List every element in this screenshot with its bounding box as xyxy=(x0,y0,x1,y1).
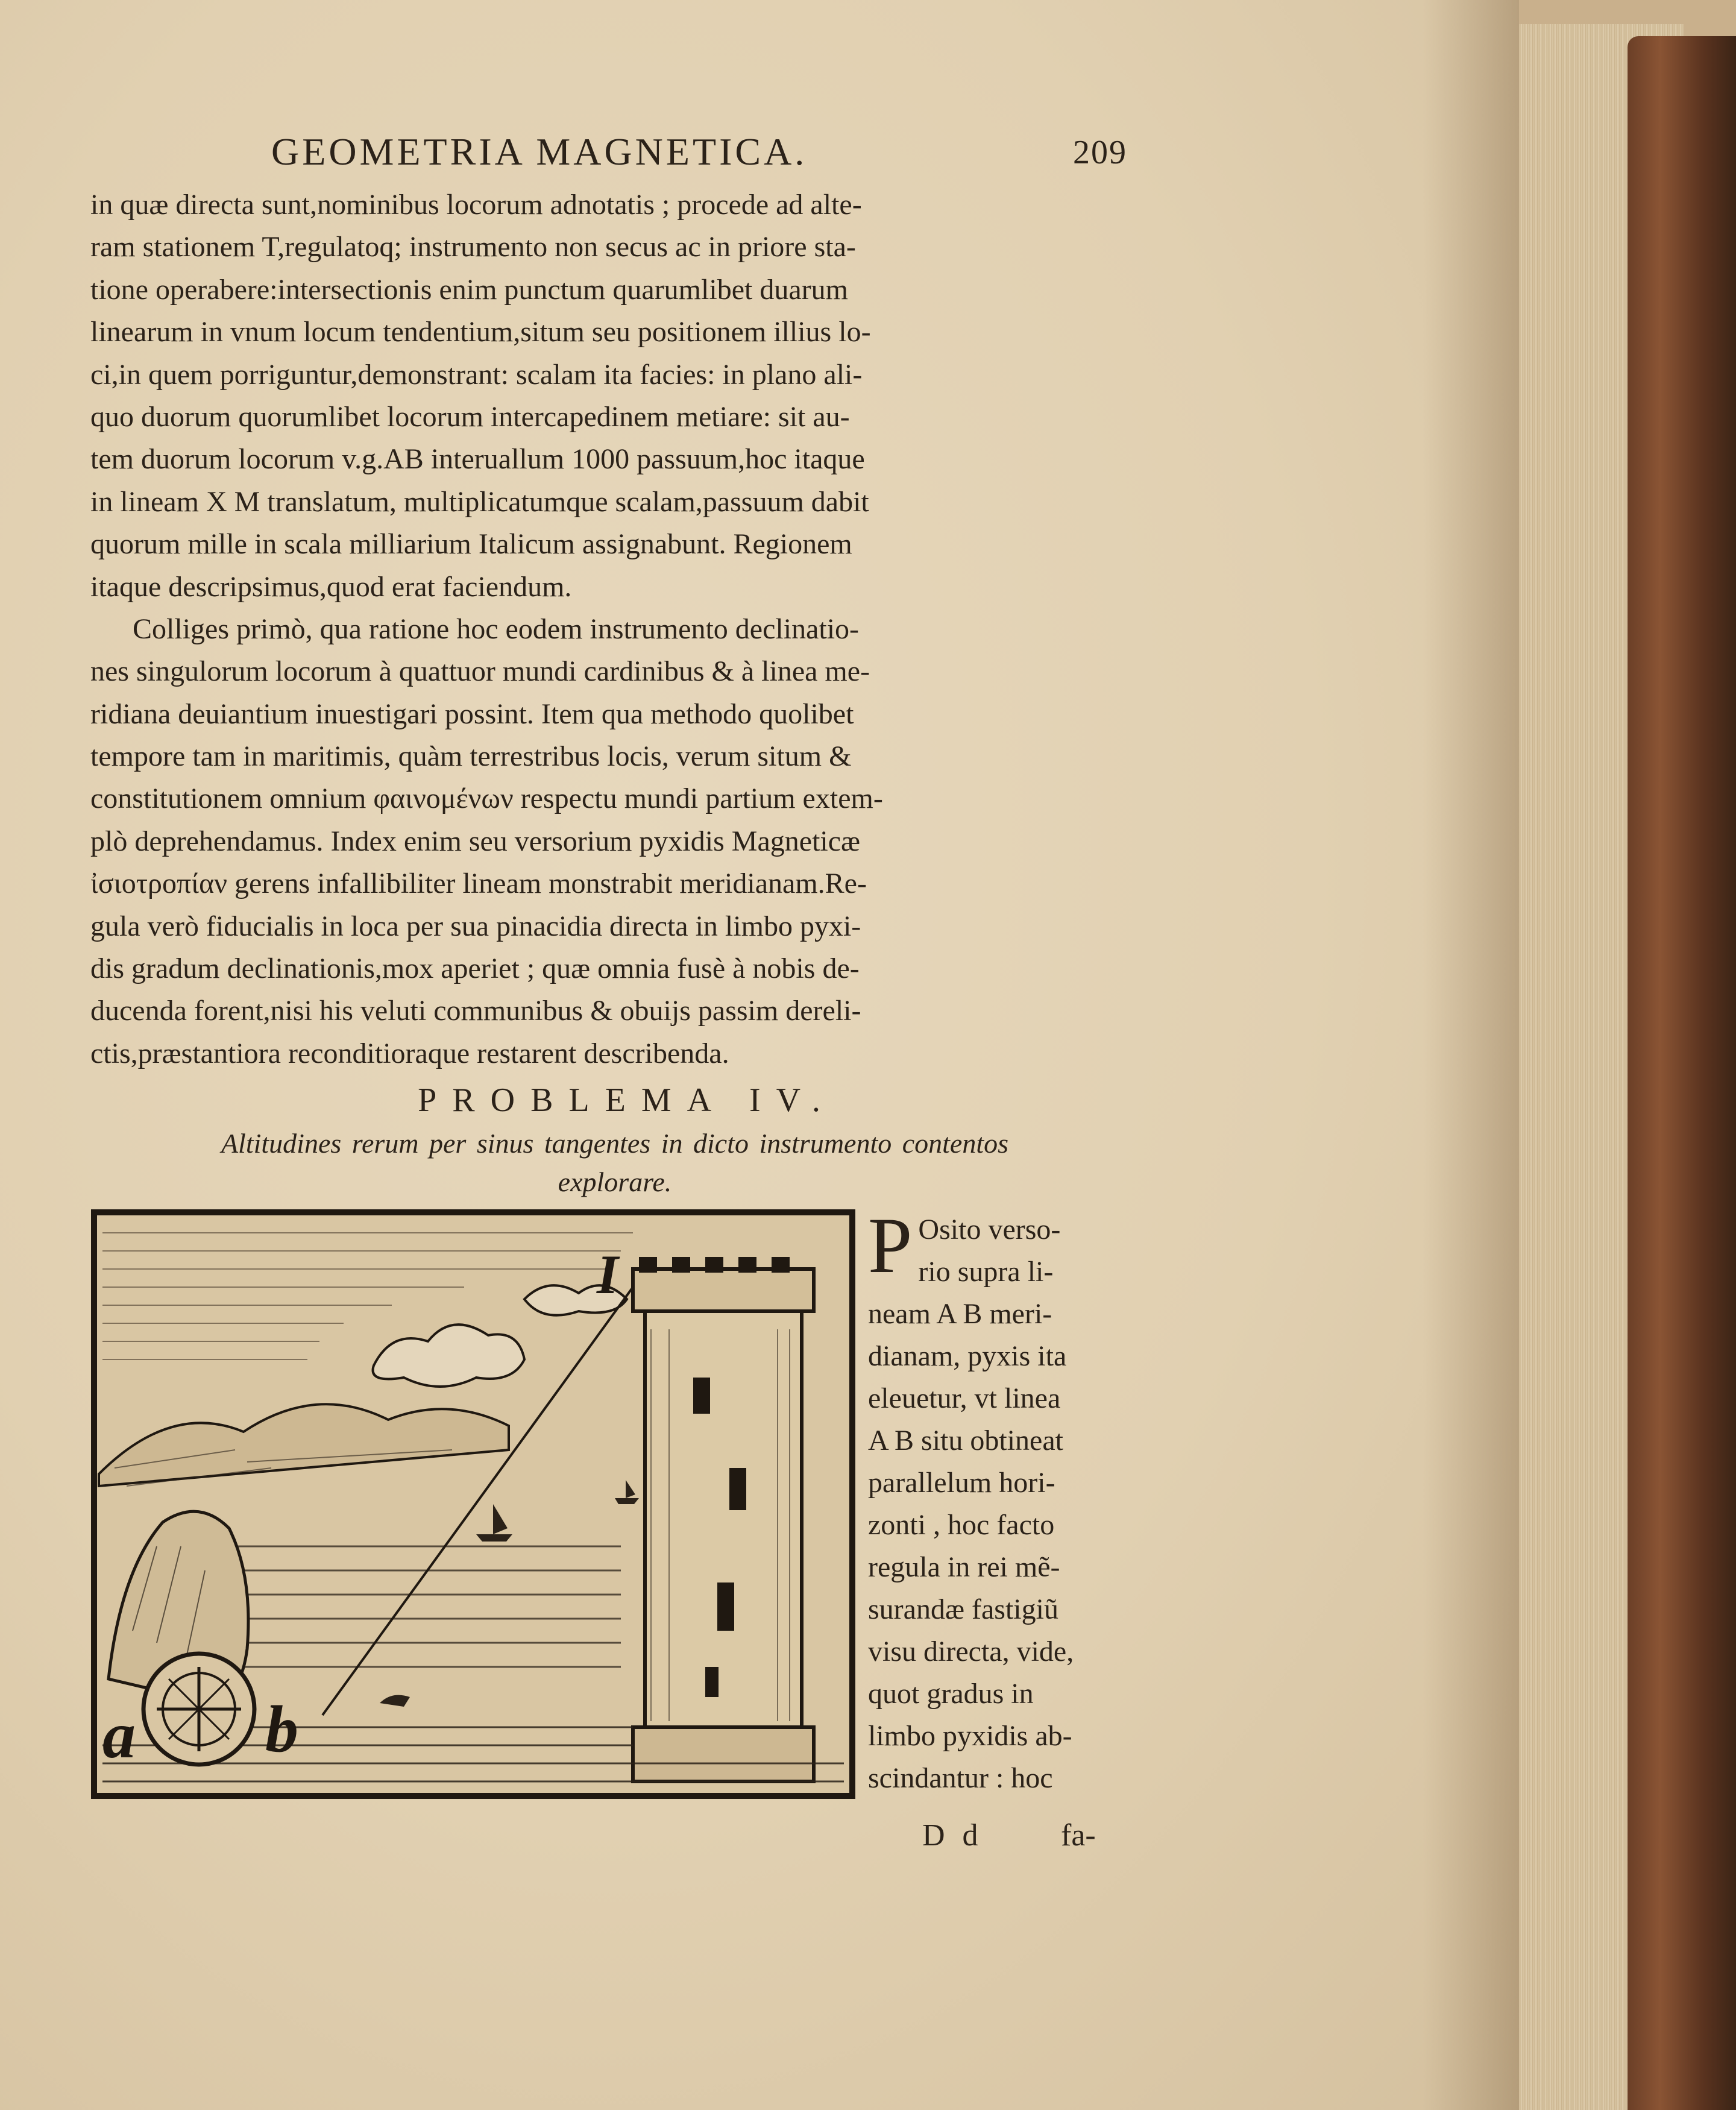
paragraph-1-line: tione operabere:intersectionis enim punctum quarumlibet duarum xyxy=(90,273,848,306)
paragraph-1-line: ram stationem T,regulatoq; instrumento non secus ac in priore sta- xyxy=(90,231,856,263)
side-column-line: dianam, pyxis ita xyxy=(868,1340,1067,1373)
paragraph-2-line: ridiana deuiantium inuestigari possint. Item qua methodo quolibet xyxy=(90,698,854,730)
paragraph-2-line: Colliges primò, qua ratione hoc eodem instrumento declinatio- xyxy=(133,613,860,645)
paragraph-1-line: itaque descripsimus,quod erat faciendum. xyxy=(90,570,572,603)
drop-cap: P xyxy=(868,1201,913,1290)
side-column-line: surandæ fastigiũ xyxy=(868,1593,1058,1626)
paragraph-1-line: quorum mille in scala milliarium Italicum assignabunt. Regionem xyxy=(90,528,852,561)
side-column-line: Osito verso- xyxy=(918,1214,1061,1246)
side-column-line: scindantur : hoc xyxy=(868,1762,1053,1795)
tower xyxy=(633,1257,814,1781)
paragraph-2-line: gula verò fiducialis in loca per sua pinacidia directa in limbo pyxi- xyxy=(90,910,861,942)
paragraph-1-line: quo duorum quorumlibet locorum intercapedinem metiare: sit au- xyxy=(90,400,850,433)
side-column-line: zonti , hoc facto xyxy=(868,1509,1055,1542)
problem-subtitle-line-2: explorare. xyxy=(558,1167,672,1198)
side-column-line: A B situ obtineat xyxy=(868,1425,1063,1457)
side-column-line: limbo pyxidis ab- xyxy=(868,1720,1072,1753)
problem-subtitle xyxy=(90,1124,1139,1201)
compass-wheel xyxy=(143,1654,254,1765)
label-peak-marker: I xyxy=(597,1244,618,1306)
side-column-line: rio supra li- xyxy=(918,1256,1054,1288)
running-title: GEOMETRIA MAGNETICA. xyxy=(271,130,808,173)
side-column-line: regula in rei mẽ- xyxy=(868,1551,1060,1584)
paragraph-2-line: plò deprehendamus. Index enim seu versorium pyxidis Magneticæ xyxy=(90,825,861,857)
page-number: 209 xyxy=(1073,134,1127,171)
signature-mark: D d xyxy=(922,1818,983,1853)
side-column-line: neam A B meri- xyxy=(868,1298,1052,1331)
problem-heading: PROBLEMA IV. xyxy=(418,1082,836,1120)
page-edge-shadow xyxy=(1423,0,1519,2110)
side-column-line: visu directa, vide, xyxy=(868,1636,1074,1668)
side-column-text xyxy=(868,1201,1133,1800)
illustration-section xyxy=(90,1201,1139,1853)
paragraph-1-line: in quæ directa sunt,nominibus locorum adnotatis ; procede ad alte- xyxy=(90,189,862,221)
paragraph-1-line: tem duorum locorum v.g.AB interuallum 1000 passuum,hoc itaque xyxy=(90,443,865,476)
side-column-line: parallelum hori- xyxy=(868,1467,1055,1499)
paragraph-2 xyxy=(90,608,1139,1075)
running-head xyxy=(90,130,1139,184)
paragraph-2-line: constitutionem omnium φαινομένων respectu mundi partium extem- xyxy=(90,783,883,815)
paragraph-2-line: ctis,præstantiora reconditioraque restarent describenda. xyxy=(90,1037,729,1069)
paragraph-2-line: dis gradum declinationis,mox aperiet ; quæ omnia fusè à nobis de- xyxy=(90,953,860,985)
paragraph-2-line: ducenda forent,nisi his veluti communibus & obuijs passim dereli- xyxy=(90,995,861,1027)
paragraph-2-line: nes singulorum locorum à quattuor mundi cardinibus & à linea me- xyxy=(90,655,870,688)
side-column-line: eleuetur, vt linea xyxy=(868,1382,1061,1415)
side-column-line: quot gradus in xyxy=(868,1678,1034,1710)
paragraph-1-line: linearum in vnum locum tendentium,situm seu positionem illius lo- xyxy=(90,316,871,348)
paragraph-1-line: ci,in quem porriguntur,demonstrant: scalam ita facies: in plano ali- xyxy=(90,358,863,391)
woodcut-illustration xyxy=(90,1209,856,1800)
paragraph-2-line: ἰσιοτροπίαν gerens infallibiliter lineam monstrabit meridianam.Re- xyxy=(90,868,867,900)
label-point-b: b xyxy=(265,1692,298,1766)
paragraph-1-line: in lineam X M translatum, multiplicatumque scalam,passuum dabit xyxy=(90,485,869,518)
problem-subtitle-line-1: Altitudines rerum per sinus tangentes in dicto instrumento contentos xyxy=(221,1128,1009,1159)
text-block xyxy=(90,130,1139,1853)
paragraph-2-line: tempore tam in maritimis, quàm terrestribus locis, verum situm & xyxy=(90,740,852,773)
catchword: fa- xyxy=(1061,1818,1096,1853)
paragraph-1 xyxy=(90,184,1139,608)
label-point-a: a xyxy=(102,1698,136,1772)
leather-binding xyxy=(1628,36,1736,2110)
